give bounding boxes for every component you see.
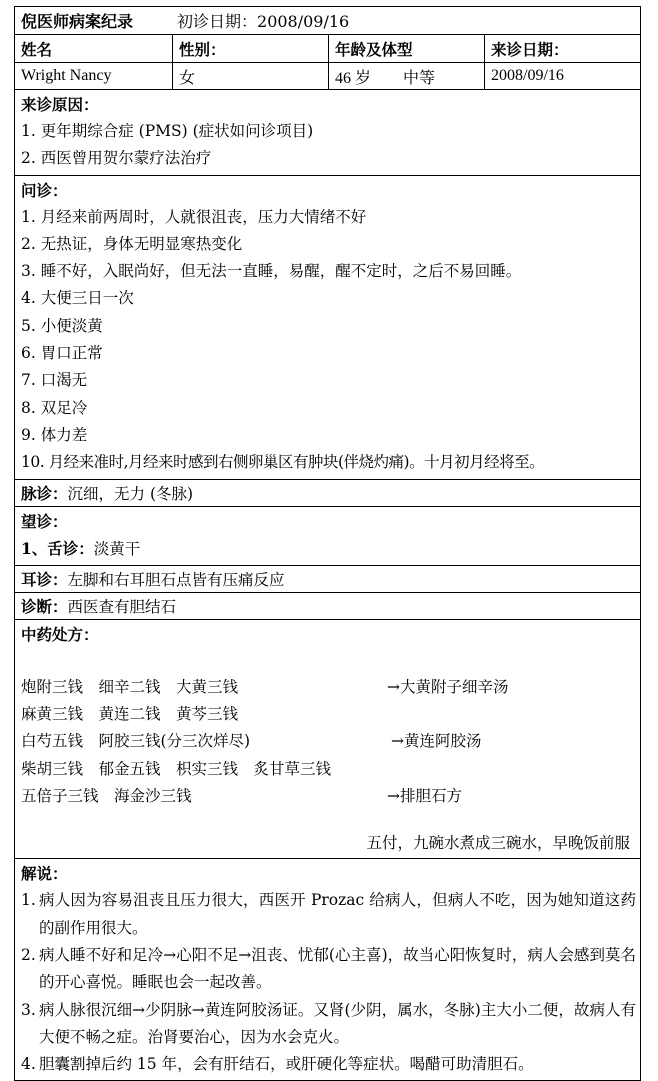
- reason-heading: 来诊原因：: [21, 95, 99, 114]
- visit-date: 2008/09/16: [491, 67, 564, 84]
- age-build-label: 年龄及体型: [329, 35, 485, 62]
- observe-heading: 望诊：: [21, 511, 68, 531]
- herbs: 炮附三钱 细辛二钱 大黄三钱: [21, 677, 239, 696]
- reason-section: [15, 90, 640, 176]
- item-text: 胆囊割掉后约 15 年，会有肝结石，或肝硬化等症状。喝醋可助清胆石。: [39, 1055, 534, 1074]
- prescription-heading: 中药处方：: [21, 624, 99, 644]
- inquiry-line: 10. 月经来准时,月经来时感到右侧卵巢区有肿块(伴烧灼痛)。十月初月经将至。: [21, 453, 545, 472]
- diagnosis-row: [15, 593, 640, 620]
- explanation-section: [15, 859, 640, 1080]
- patient-name: Wright Nancy: [15, 63, 173, 89]
- prescription-line: [21, 701, 636, 728]
- reason-line: 2. 西医曾用贺尔蒙疗法治疗: [21, 149, 212, 168]
- pulse-heading: 脉诊：: [21, 483, 68, 503]
- item-number: 3.: [21, 1000, 36, 1019]
- item-number: 1.: [21, 891, 36, 910]
- inquiry-line: 4. 大便三日一次: [21, 289, 134, 308]
- explanation-item: [21, 1051, 636, 1078]
- pulse-row: [15, 480, 640, 507]
- inquiry-line: 6. 胃口正常: [21, 344, 103, 363]
- item-number: 4.: [21, 1055, 36, 1074]
- inquiry-section: [15, 176, 640, 480]
- item-number: 2.: [21, 945, 36, 964]
- item-text: 病人因为容易沮丧且压力很大，西医开 Prozac 给病人，但病人不吃，因为她知道这药的副作用很大。: [39, 891, 636, 937]
- inquiry-line: 5. 小便淡黄: [21, 316, 103, 335]
- explanation-heading: 解说：: [21, 864, 68, 884]
- observe-section: [15, 507, 640, 566]
- formula-name: →黄连阿胶汤: [391, 732, 482, 751]
- ear-heading: 耳诊：: [21, 569, 68, 589]
- tongue-heading: 1、舌诊：: [21, 538, 94, 558]
- inquiry-line: 7. 口渴无: [21, 371, 88, 390]
- item-text: 病人睡不好和足冷→心阳不足→沮丧、忧郁(心主喜)，故当心阳恢复时，病人会感到莫名的开心喜悦。睡眠也会一起改善。: [39, 945, 636, 992]
- tongue-text: 淡黄干: [93, 539, 141, 558]
- formula-name: →大黄附子细辛汤: [387, 677, 509, 696]
- herbs: 白芍五钱 阿胶三钱(分三次烊尽): [21, 732, 251, 751]
- title-row: [15, 7, 640, 35]
- explanation-item: [21, 942, 636, 997]
- explanation-item: [21, 997, 636, 1052]
- pulse-text: 沉细，无力 (冬脉): [67, 484, 194, 503]
- visit-date-label: 来诊日期：: [491, 39, 569, 59]
- prescription-line: [21, 756, 636, 783]
- info-value-row: [15, 63, 640, 90]
- prescription-section: [15, 620, 640, 859]
- inquiry-line: 9. 体力差: [21, 425, 88, 444]
- gender-label: 性别：: [173, 35, 329, 62]
- ear-row: [15, 566, 640, 593]
- name-label: 姓名: [15, 35, 173, 62]
- explanation-item: [21, 887, 636, 942]
- first-visit-date: 初诊日期：2008/09/16: [177, 12, 350, 31]
- herbs: 麻黄三钱 黄连二钱 黄芩三钱: [21, 705, 239, 724]
- record-title: 倪医师病案纪录: [21, 12, 134, 31]
- herbs: 柴胡三钱 郁金五钱 枳实三钱 炙甘草三钱: [21, 759, 332, 778]
- inquiry-line: 8. 双足冷: [21, 398, 88, 417]
- case-record-table: [14, 6, 641, 1081]
- prescription-lines: [21, 674, 636, 810]
- herbs: 五倍子三钱 海金沙三钱: [21, 787, 192, 806]
- inquiry-line: 3. 睡不好，入眠尚好，但无法一直睡，易醒，醒不定时，之后不易回睡。: [21, 262, 522, 281]
- diagnosis-text: 西医查有胆结石: [67, 597, 177, 616]
- prescription-line: [21, 674, 636, 701]
- patient-gender: 女: [173, 63, 329, 89]
- info-header-row: [15, 35, 640, 63]
- prescription-instruction: 五付，九碗水煮成三碗水，早晚饭前服: [366, 834, 630, 853]
- tongue-line: [21, 535, 636, 563]
- formula-name: →排胆石方: [387, 787, 462, 806]
- prescription-line: [21, 728, 636, 755]
- inquiry-heading: 问诊：: [21, 180, 68, 200]
- inquiry-line: 1. 月经来前两周时，人就很沮丧，压力大情绪不好: [21, 207, 367, 226]
- inquiry-line: 2. 无热证，身体无明显寒热变化: [21, 234, 243, 253]
- reason-line: 1. 更年期综合症 (PMS) (症状如问诊项目): [21, 122, 314, 140]
- diagnosis-heading: 诊断：: [21, 596, 68, 616]
- prescription-line: [21, 783, 636, 810]
- item-text: 病人脉很沉细→少阴脉→黄连阿胶汤证。又肾(少阴，属水，冬脉)主大小二便，故病人有大便不畅之症。治肾要治心，因为水会克火。: [39, 1000, 636, 1046]
- patient-age-build: 46 岁 中等: [329, 63, 485, 89]
- ear-text: 左脚和右耳胆石点皆有压痛反应: [67, 570, 285, 589]
